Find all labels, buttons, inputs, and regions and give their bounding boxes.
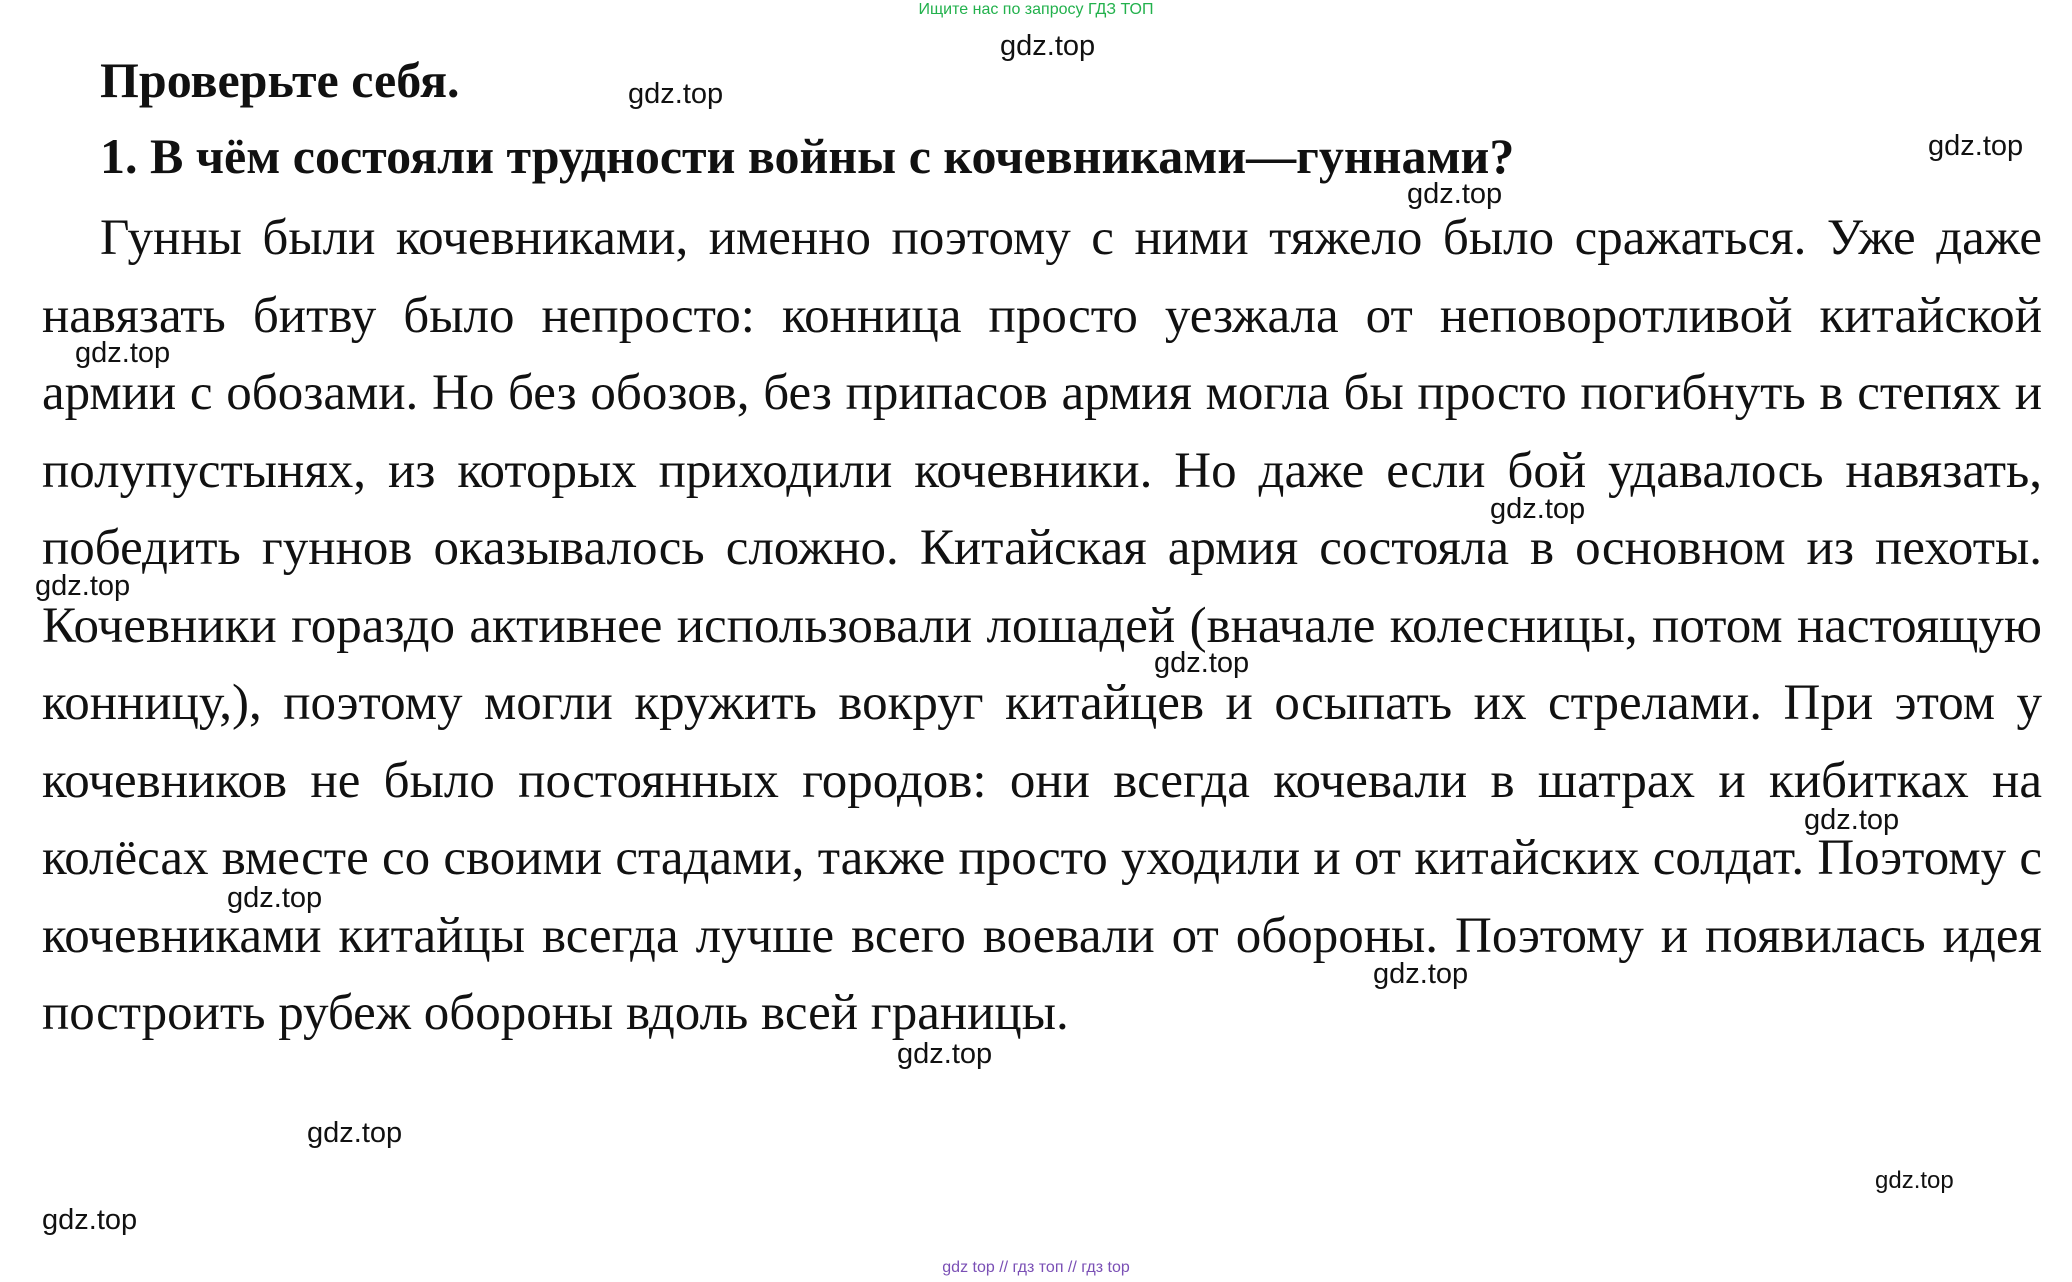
watermark: gdz.top xyxy=(227,882,323,914)
watermark: gdz.top xyxy=(307,1117,403,1149)
watermark: gdz.top xyxy=(1154,647,1250,679)
watermark: gdz.top xyxy=(1373,958,1469,990)
watermark: gdz.top xyxy=(1804,804,1900,836)
watermark: gdz.top xyxy=(1407,178,1503,210)
top-banner: Ищите нас по запросу ГДЗ ТОП xyxy=(918,1,1154,18)
watermark: gdz.top xyxy=(628,78,724,110)
question-heading: 1. В чём состояли трудности войны с кочевниками—гуннами? xyxy=(100,128,1515,184)
watermark: gdz.top xyxy=(897,1038,993,1070)
bottom-banner: gdz top // гдз топ // гдз top xyxy=(942,1259,1130,1276)
watermark: gdz.top xyxy=(1928,130,2024,162)
watermark: gdz.top xyxy=(75,337,171,369)
watermark: gdz.top xyxy=(42,1204,138,1236)
watermark: gdz.top xyxy=(1875,1167,1954,1194)
watermark: gdz.top xyxy=(1000,30,1096,62)
watermark: gdz.top xyxy=(35,570,131,602)
watermark: gdz.top xyxy=(1490,493,1586,525)
answer-paragraph: Гунны были кочевниками, именно поэтому с ними тяжело было сражаться. Уже даже навязать битву было непросто: конница просто уезжала от неповоротливой китайской армии с обозами. Но без обозов, без припасов армия могла бы просто погибнуть в степях и полупустынях, из которых приходили кочевники. Но даже если бой удавалось навязать, победить гуннов оказывалось сложно. Китайская армия состояла в основном из пехоты. Кочевники гораздо активнее использовали лошадей (вначале колесницы, потом настоящую конницу,), поэтому могли кружить вокруг китайцев и осыпать их стрелами. При этом у кочевников не было постоянных городов: они всегда кочевали в шатрах и кибитках на колёсах вместе со своими стадами, также просто уходили и от китайских солдат. Поэтому с кочевниками китайцы всегда лучше всего воевали от обороны. Поэтому и появилась идея построить рубеж обороны вдоль всей границы. xyxy=(42,210,2042,1041)
page-title: Проверьте себя. xyxy=(100,52,460,108)
